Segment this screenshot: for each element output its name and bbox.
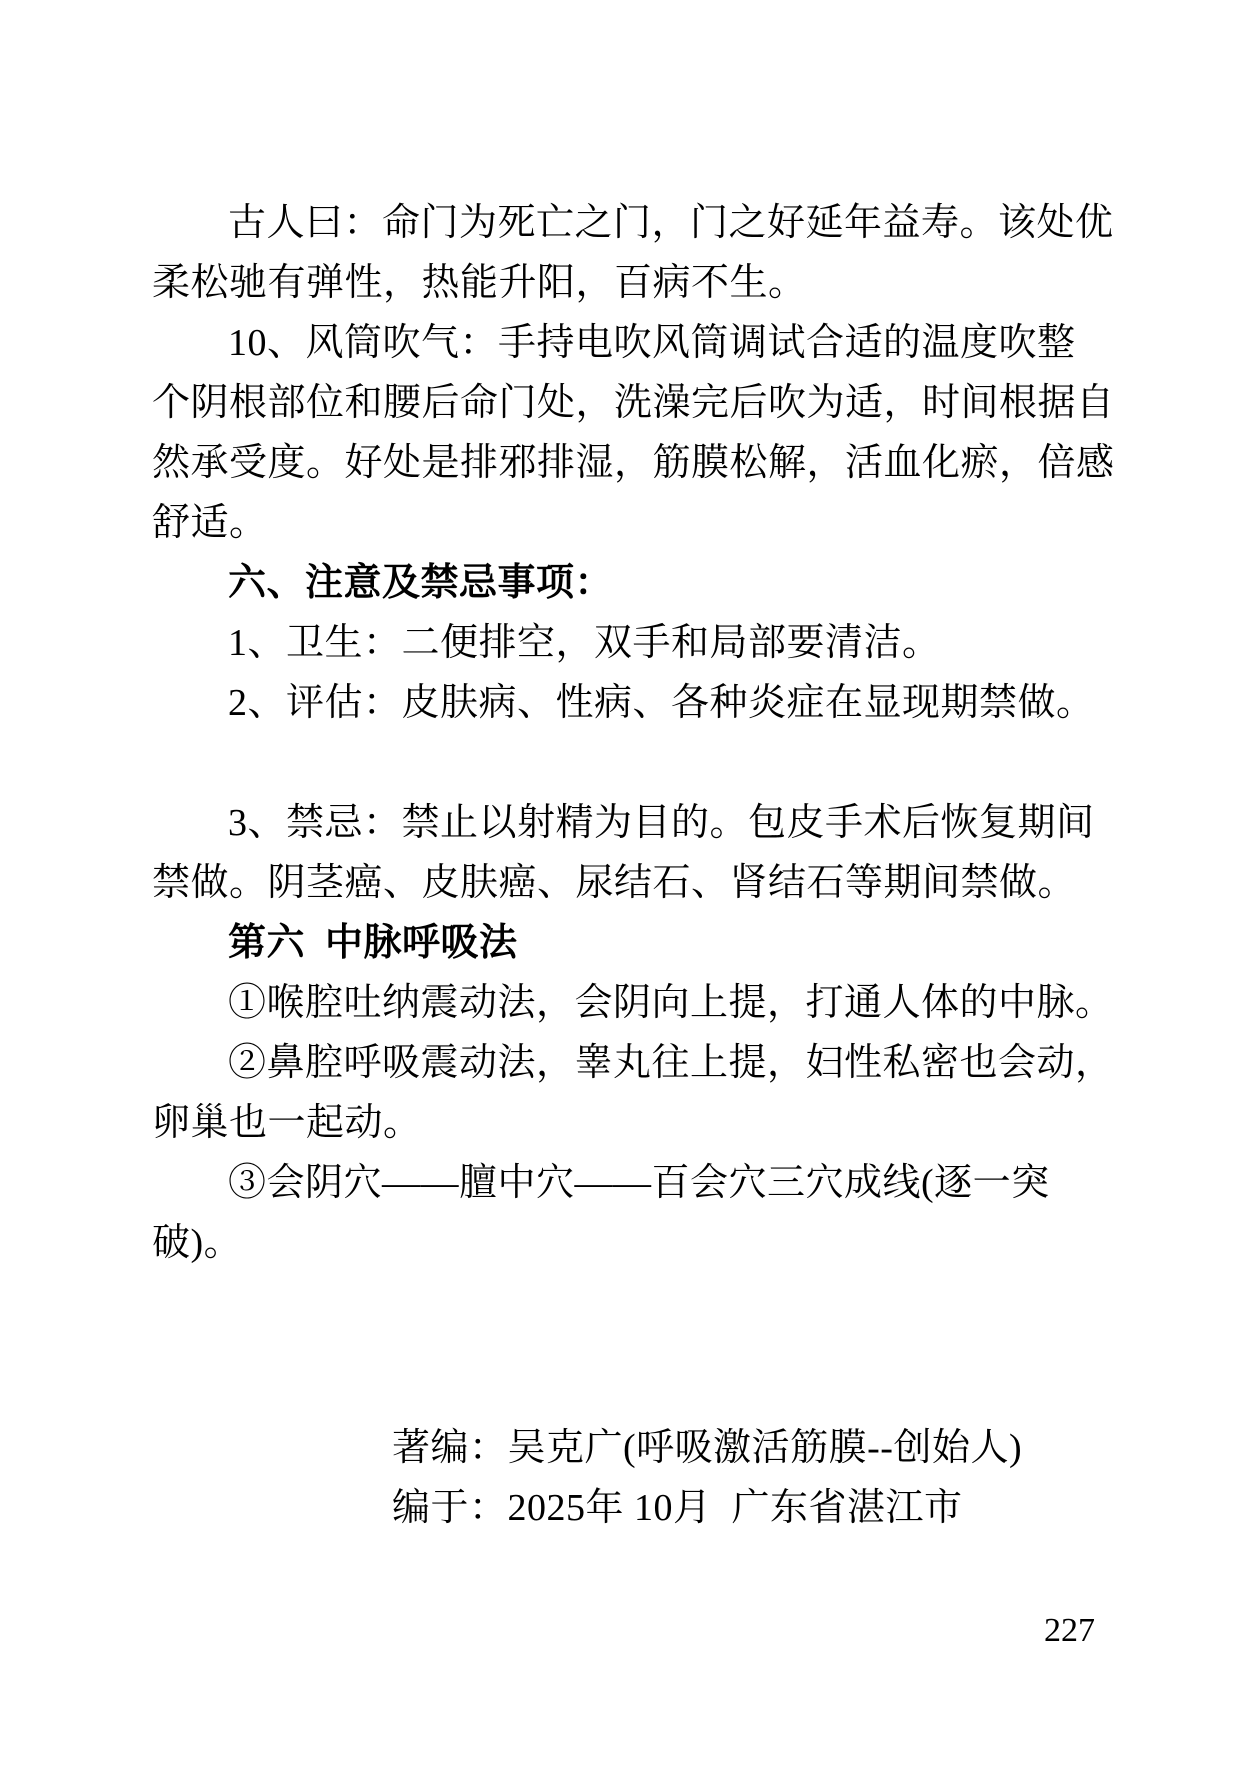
document-body <box>152 193 1115 1538</box>
heading-central-channel-breathing: 第六 中脉呼吸法 <box>228 922 518 964</box>
para-item10-line-2: 个阴根部位和腰后命门处，洗澡完后吹为适，时间根据自 <box>152 382 1115 424</box>
blank-line <box>152 733 1112 793</box>
item-hygiene: 1、卫生：二便排空，双手和局部要清洁。 <box>228 622 941 664</box>
para-item10-line-4: 舒适。 <box>152 502 268 544</box>
item-nasal-method-line-2: 卵巢也一起动。 <box>152 1102 422 1144</box>
heading-notes-taboos: 六、注意及禁忌事项： <box>228 562 614 604</box>
item-nasal-method-line-1: ②鼻腔呼吸震动法，睾丸往上提，妇性私密也会动， <box>228 1042 1114 1084</box>
para-item10-line-3: 然承受度。好处是排邪排湿，筋膜松解，活血化瘀，倍感 <box>152 442 1115 484</box>
signature-date-line: 编于：2025年 10月 广东省湛江市 <box>392 1487 963 1529</box>
item-three-points-line-1: ③会阴穴——膻中穴——百会穴三穴成线(逐一突 <box>228 1162 1050 1204</box>
item-assessment: 2、评估：皮肤病、性病、各种炎症在显现期禁做。 <box>228 682 1095 724</box>
item-throat-method: ①喉腔吐纳震动法，会阴向上提，打通人体的中脉。 <box>228 982 1114 1024</box>
item-taboo-line-1: 3、禁忌：禁止以射精为目的。包皮手术后恢复期间 <box>228 802 1095 844</box>
item-three-points-line-2: 破)。 <box>152 1222 243 1264</box>
blank-space <box>152 1273 1112 1418</box>
page-number: 227 <box>1044 1612 1095 1649</box>
para-item10-line-1: 10、风筒吹气：手持电吹风筒调试合适的温度吹整 <box>228 322 1076 364</box>
signature-author-line: 著编：吴克广(呼吸激活筋膜--创始人) <box>392 1427 1023 1469</box>
para-ancient-quote-line-1: 古人曰：命门为死亡之门，门之好延年益寿。该处优 <box>228 202 1114 244</box>
para-ancient-quote-line-2: 柔松驰有弹性，热能升阳，百病不生。 <box>152 262 807 304</box>
item-taboo-line-2: 禁做。阴茎癌、皮肤癌、尿结石、肾结石等期间禁做。 <box>152 862 1077 904</box>
